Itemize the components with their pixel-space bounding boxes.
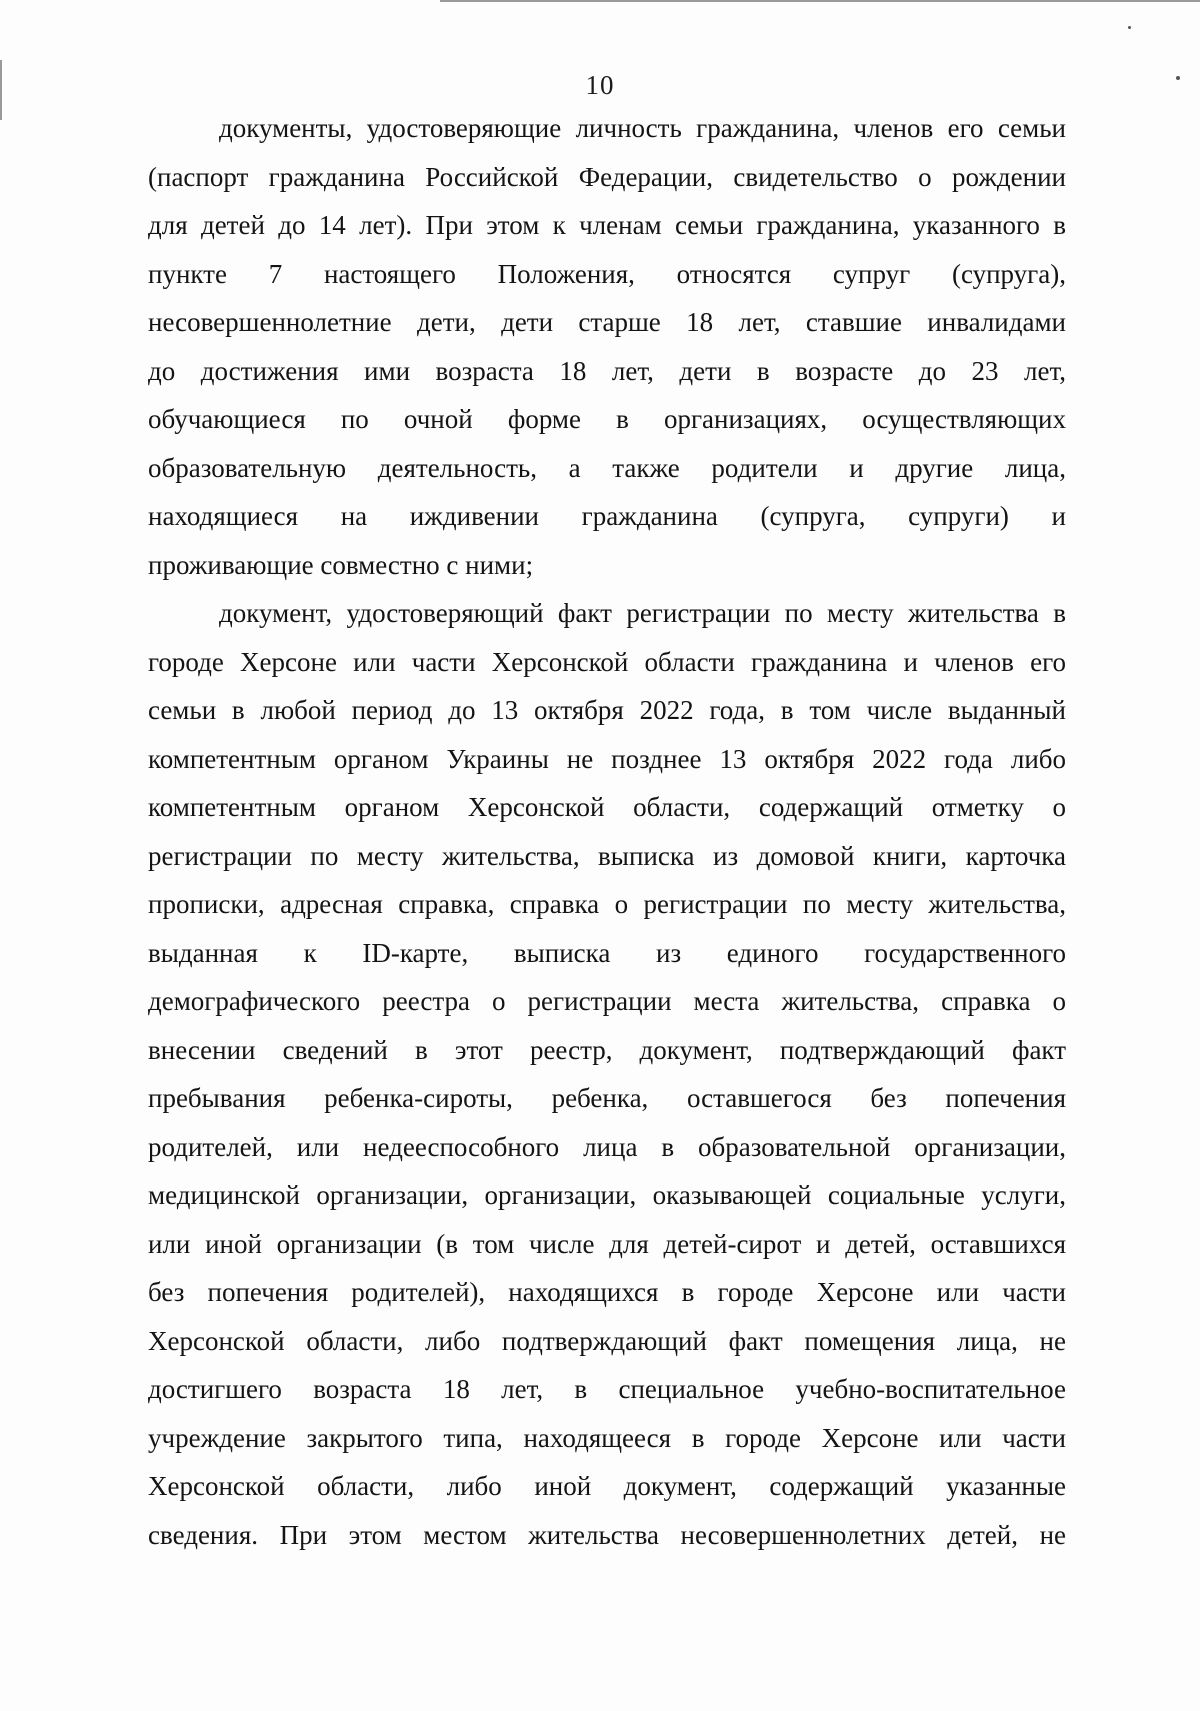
text-line: регистрации по месту жительства, выписка из домовой книги, карточка — [148, 840, 1066, 871]
document-body — [148, 104, 1066, 1559]
page-number: 10 — [585, 70, 615, 100]
text-line: достигшего возраста 18 лет, в специальное учебно-воспитательное — [148, 1374, 1066, 1404]
text-line: проживающие совместно с ними; — [148, 549, 534, 580]
text-line: до достижения ими возраста 18 лет, дети в возрасте до 23 лет, — [148, 355, 1066, 386]
text-line: компетентным органом Украины не позднее 13 октября 2022 года либо — [148, 743, 1066, 774]
text-line: документ, удостоверяющий факт регистрации по месту жительства в — [219, 598, 1066, 628]
text-line: семьи в любой период до 13 октября 2022 года, в том числе выданный — [148, 695, 1066, 725]
text-line: медицинской организации, организации, оказывающей социальные услуги, — [148, 1180, 1066, 1210]
text-line: Херсонской области, либо подтверждающий факт помещения лица, не — [148, 1325, 1066, 1356]
text-line: образовательную деятельность, а также родители и другие лица, — [148, 452, 1066, 483]
text-line: городе Херсоне или части Херсонской области гражданина и членов его — [148, 646, 1066, 677]
text-line: находящиеся на иждивении гражданина (супруга, супруги) и — [148, 501, 1066, 531]
text-line: родителей, или недееспособного лица в образовательной организации, — [148, 1131, 1066, 1162]
text-line: (паспорт гражданина Российской Федерации, свидетельство о рождении — [148, 161, 1066, 192]
text-line: учреждение закрытого типа, находящееся в городе Херсоне или части — [148, 1422, 1066, 1453]
scan-edge-top — [440, 0, 1200, 2]
text-line: Херсонской области, либо иной документ, содержащий указанные — [148, 1471, 1066, 1501]
text-line: компетентным органом Херсонской области, содержащий отметку о — [148, 792, 1066, 822]
text-line: выданная к ID-карте, выписка из единого государственного — [148, 937, 1066, 968]
text-line: документы, удостоверяющие личность гражданина, членов его семьи — [219, 113, 1066, 143]
text-line: без попечения родителей), находящихся в городе Херсоне или части — [148, 1277, 1066, 1307]
text-line: или иной организации (в том числе для детей-сирот и детей, оставшихся — [148, 1228, 1066, 1259]
text-line: пребывания ребенка-сироты, ребенка, оставшегося без попечения — [148, 1083, 1066, 1113]
text-line: несовершеннолетние дети, дети старше 18 лет, ставшие инвалидами — [148, 307, 1066, 337]
text-line: демографического реестра о регистрации места жительства, справка о — [148, 986, 1066, 1016]
text-line: прописки, адресная справка, справка о регистрации по месту жительства, — [148, 889, 1066, 919]
text-line: пункте 7 настоящего Положения, относятся супруг (супруга), — [148, 258, 1066, 289]
scan-speck — [1128, 26, 1131, 29]
text-line: внесении сведений в этот реестр, документ, подтверждающий факт — [148, 1034, 1066, 1065]
text-line: обучающиеся по очной форме в организациях, осуществляющих — [148, 404, 1066, 434]
text-line: сведения. При этом местом жительства несовершеннолетних детей, не — [148, 1519, 1066, 1550]
text-line: для детей до 14 лет). При этом к членам семьи гражданина, указанного в — [148, 210, 1066, 240]
